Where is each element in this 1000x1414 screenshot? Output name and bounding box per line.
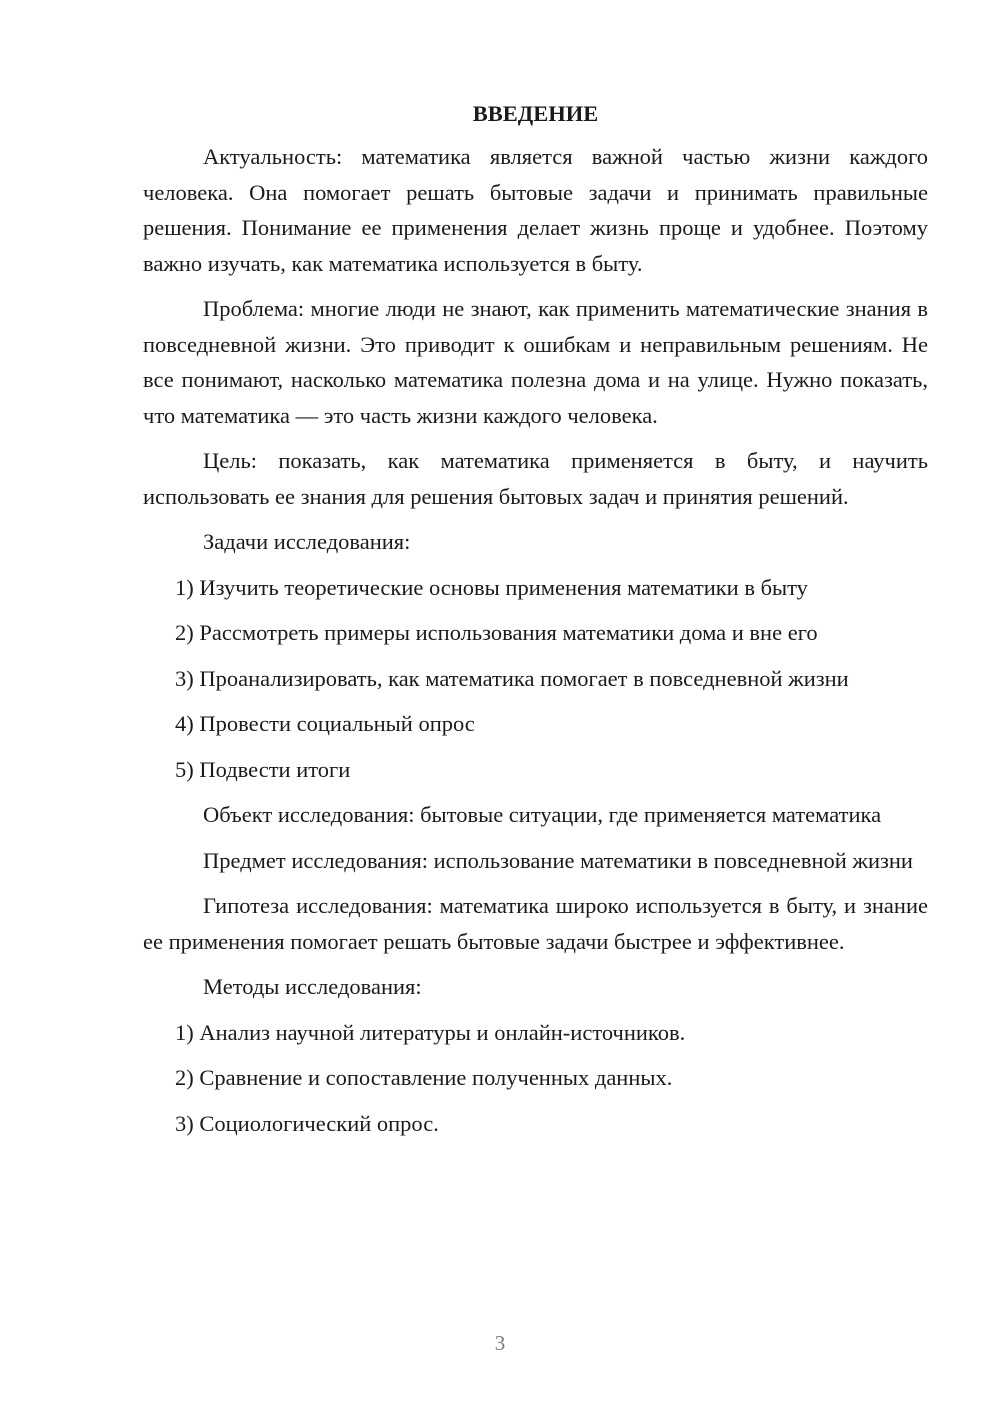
tasks-list — [143, 570, 928, 788]
document-page — [143, 96, 928, 1151]
task-item: 3) Проанализировать, как математика помогает в повседневной жизни — [175, 665, 849, 691]
methods-heading: Методы исследования: — [203, 974, 422, 999]
method-item: 2) Сравнение и сопоставление полученных данных. — [175, 1065, 673, 1090]
tasks-heading: Задачи исследования: — [203, 529, 411, 554]
task-item: 4) Провести социальный опрос — [175, 711, 475, 736]
method-item: 3) Социологический опрос. — [175, 1110, 439, 1136]
object-paragraph: Объект исследования: бытовые ситуации, где применяется математика — [203, 802, 882, 827]
page-number: 3 — [494, 1331, 506, 1355]
subject-paragraph: Предмет исследования: использование математики в повседневной жизни — [203, 847, 913, 873]
relevance-paragraph: Актуальность: математика является важной частью жизни каждого человека. Она помогает решать бытовые задачи и принимать правильные решения. Понимание ее применения делает жизнь проще и удобнее. Поэтому важно изучать, как математика используется в быту. — [143, 144, 928, 276]
page-title: ВВЕДЕНИЕ — [472, 101, 599, 126]
task-item: 5) Подвести итоги — [175, 756, 351, 782]
goal-paragraph: Цель: показать, как математика применяется в быту, и научить использовать ее знания для решения бытовых задач и принятия решений. — [143, 448, 928, 509]
task-item: 2) Рассмотреть примеры использования математики дома и вне его — [175, 620, 818, 645]
methods-list — [143, 1015, 928, 1142]
method-item: 1) Анализ научной литературы и онлайн-источников. — [175, 1019, 686, 1045]
hypothesis-paragraph: Гипотеза исследования: математика широко используется в быту, и знание ее применения помогает решать бытовые задачи быстрее и эффективнее. — [143, 893, 928, 954]
task-item: 1) Изучить теоретические основы применения математики в быту — [175, 574, 808, 600]
problem-paragraph: Проблема: многие люди не знают, как применить математические знания в повседневной жизни. Это приводит к ошибкам и неправильным решениям. Не все понимают, насколько математика полезна дома и на улице. Нужно показать, что математика — это часть жизни каждого человека. — [143, 296, 928, 428]
